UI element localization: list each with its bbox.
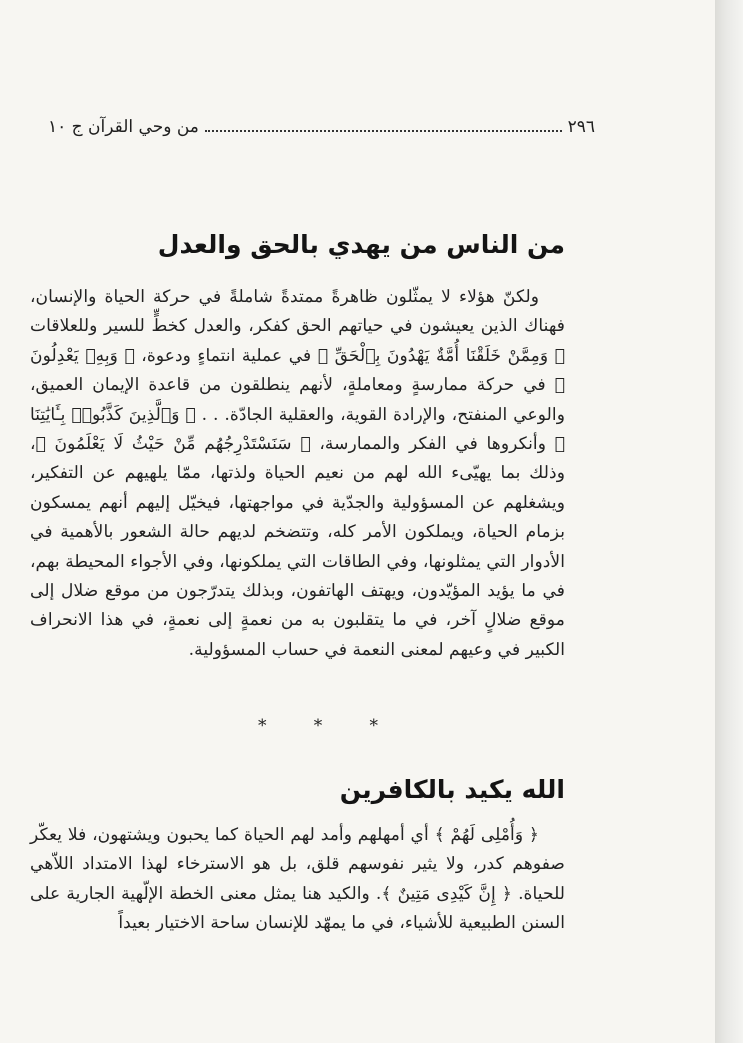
running-header — [48, 113, 595, 141]
separator-star: * — [313, 716, 323, 736]
body-paragraph — [30, 283, 565, 665]
separator-star: * — [258, 716, 267, 736]
paragraph-text: ﴿ وَأُمْلِى لَهُمْ ﴾ أي أمهلهم وأمد لهم الحياة كما يحبون ويشتهون، فلا يعكّر صفوهم كدر، ولا يثير نفوسهم قلق، بل هو الاسترخاء لهذا الامتداد اللاّهي للحياة. ﴿ إِنَّ كَيْدِى مَتِينٌ ﴾. والكيد هنا يمثل معنى الخطة الإلّهية الجارية على السنن الطبيعية للأشياء، في ما يمهّد للإنسان ساحة الاختيار بعيداً — [30, 825, 565, 934]
page-number: ٢٩٦ — [567, 117, 595, 137]
separator-star: * — [369, 716, 378, 736]
section-separator — [258, 716, 378, 736]
section-heading: الله يكيد بالكافرين — [339, 775, 565, 804]
book-title: من وحي القرآن ج ١٠ — [48, 117, 199, 137]
paragraph-text: ولكنّ هؤلاء لا يمثّلون ظاهرةً ممتدةً شاملةً في حركة الحياة والإنسان، فهناك الذين يعيشون في حياتهم الحق كفكر، والعدل كخطٍّ للسير وللعلاقات ﴿ وَمِمَّنْ خَلَقْنَا أُمَّةٌ يَهْدُونَ بِٱلْحَقِّ ﴾ في عملية انتماءٍ ودعوة، ﴿ وَبِهِۦ يَعْدِلُونَ ﴾ في حركة ممارسةٍ ومعاملةٍ، لأنهم ينطلقون من قاعدة الإيمان العميق، والوعي المنفتح، والإرادة القوية، والعقلية الجادّة. . . ﴿ وَٱلَّذِينَ كَذَّبُوا۟ بِـَٔايَٰتِنَا ﴾ وأنكروها في الفكر والممارسة، ﴿ سَنَسْتَدْرِجُهُم مِّنْ حَيْثُ لَا يَعْلَمُونَ ﴾، وذلك بما يهيّىء الله لهم من نعيم الحياة ولذتها، ممّا يلهيهم عن التفكير، ويشغلهم عن المسؤولية والجدّية في مواجهتها، فيخيّل إليهم أنهم يمسكون بزمام الحياة، ويملكون الأمر كله، وتتضخم لديهم حالة الشعور بالأهمية في الأدوار التي يمثلونها، وفي الطاقات التي يملكونها، وفي الأجواء المحيطة بهم، في ما يؤيد المؤيّدون، ويهتف الهاتفون، وبذلك يتدرّجون من موقع ضلال إلى موقع ضلالٍ آخر، في ما يتقلبون به من نعمةٍ إلى نعمةٍ، في هذا الانحراف الكبير في وعيهم لمعنى النعمة في حساب المسؤولية. — [30, 287, 565, 660]
body-paragraph — [30, 821, 565, 939]
section-heading: من الناس من يهدي بالحق والعدل — [157, 230, 565, 259]
page-edge-shadow — [715, 0, 743, 1043]
header-dot-leader — [205, 130, 562, 132]
